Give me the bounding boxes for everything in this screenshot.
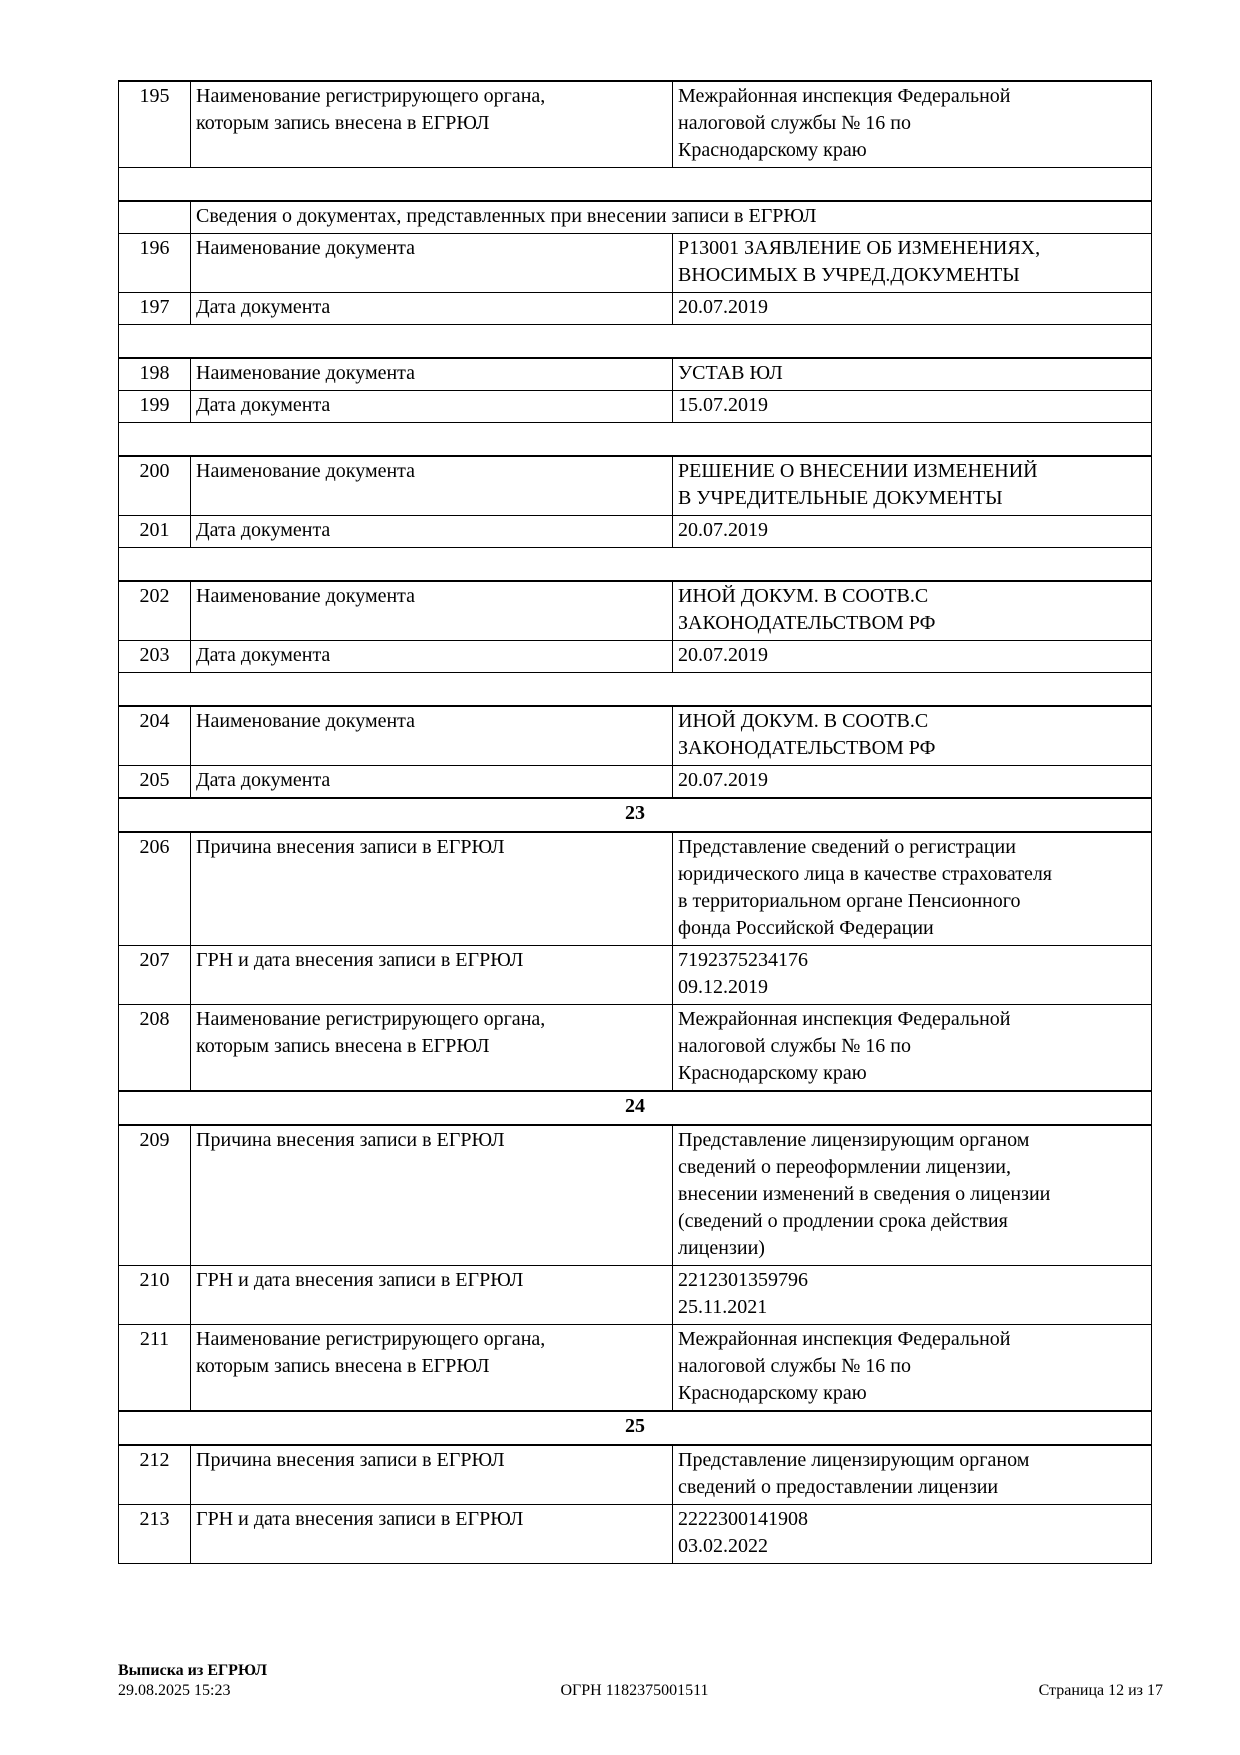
row-label	[191, 358, 673, 391]
value-line: ИНОЙ ДОКУМ. В СООТВ.С	[678, 585, 929, 607]
value-line: 20.07.2019	[678, 769, 768, 791]
row-number: 207	[119, 946, 191, 1005]
row-number: 213	[119, 1505, 191, 1564]
row-value	[673, 358, 1152, 391]
table-row-213	[119, 1505, 1152, 1564]
label-line: Наименование регистрирующего органа,	[196, 1328, 546, 1350]
page-footer	[118, 1661, 1163, 1701]
table-row-209	[119, 1125, 1152, 1266]
row-label	[191, 516, 673, 548]
value-line: сведений о переоформлении лицензии,	[678, 1156, 1011, 1178]
value-line: ЗАКОНОДАТЕЛЬСТВОМ РФ	[678, 737, 936, 759]
value-line: фонда Российской Федерации	[678, 917, 934, 939]
section-number: 25	[119, 1411, 1152, 1445]
section-number: 23	[119, 798, 1152, 832]
value-line: налоговой службы № 16 по	[678, 112, 911, 134]
footer-doc-title: Выписка из ЕГРЮЛ	[118, 1662, 268, 1679]
row-number: 203	[119, 641, 191, 673]
row-number: 206	[119, 832, 191, 946]
row-label	[191, 1505, 673, 1564]
row-number: 202	[119, 581, 191, 641]
label-line: Причина внесения записи в ЕГРЮЛ	[196, 1129, 505, 1151]
row-value	[673, 293, 1152, 325]
table-row-25	[119, 1411, 1152, 1445]
label-line: Дата документа	[196, 644, 331, 666]
row-label	[191, 81, 673, 168]
label-line: Дата документа	[196, 296, 331, 318]
value-line: 25.11.2021	[678, 1296, 768, 1318]
row-value	[673, 456, 1152, 516]
table-row-24	[119, 1091, 1152, 1125]
row-number: 209	[119, 1125, 191, 1266]
spacer-cell	[119, 423, 1152, 457]
row-number: 197	[119, 293, 191, 325]
value-line: 03.02.2022	[678, 1535, 768, 1557]
value-line: 2212301359796	[678, 1269, 808, 1291]
table-row-208	[119, 1005, 1152, 1092]
row-label	[191, 1266, 673, 1325]
row-label	[191, 766, 673, 799]
row-label	[191, 1445, 673, 1505]
table-row-212	[119, 1445, 1152, 1505]
label-line: Наименование документа	[196, 362, 416, 384]
table-row-198	[119, 358, 1152, 391]
value-line: ЗАКОНОДАТЕЛЬСТВОМ РФ	[678, 612, 936, 634]
value-line: лицензии)	[678, 1237, 765, 1259]
subheader-text: Сведения о документах, представленных при внесении записи в ЕГРЮЛ	[191, 201, 1152, 234]
row-number: 205	[119, 766, 191, 799]
value-line: Представление сведений о регистрации	[678, 836, 1016, 858]
row-label	[191, 706, 673, 766]
value-line: 2222300141908	[678, 1508, 808, 1530]
value-line: В УЧРЕДИТЕЛЬНЫЕ ДОКУМЕНТЫ	[678, 487, 1003, 509]
label-line: ГРН и дата внесения записи в ЕГРЮЛ	[196, 1269, 524, 1291]
value-line: Представление лицензирующим органом	[678, 1129, 1030, 1151]
section-number: 24	[119, 1091, 1152, 1125]
value-line: налоговой службы № 16 по	[678, 1035, 911, 1057]
row-label	[191, 391, 673, 423]
row-value	[673, 1005, 1152, 1092]
egrul-records-table	[118, 80, 1152, 1564]
footer-page-number: Страница 12 из 17	[1038, 1682, 1163, 1699]
row-value	[673, 832, 1152, 946]
value-line: юридического лица в качестве страхователя	[678, 863, 1053, 885]
table-row-spacer	[119, 423, 1152, 457]
label-line: Наименование документа	[196, 710, 416, 732]
row-label	[191, 293, 673, 325]
label-line: Наименование регистрирующего органа,	[196, 1008, 546, 1030]
label-line: Дата документа	[196, 769, 331, 791]
row-number: 212	[119, 1445, 191, 1505]
label-line: Дата документа	[196, 394, 331, 416]
table-row-201	[119, 516, 1152, 548]
label-line: которым запись внесена в ЕГРЮЛ	[196, 1355, 490, 1377]
row-label	[191, 1125, 673, 1266]
row-label	[191, 641, 673, 673]
row-number-empty	[119, 201, 191, 234]
value-line: 7192375234176	[678, 949, 808, 971]
row-value	[673, 81, 1152, 168]
value-line: налоговой службы № 16 по	[678, 1355, 911, 1377]
table-row-subheader	[119, 201, 1152, 234]
value-line: 20.07.2019	[678, 519, 768, 541]
label-line: Наименование документа	[196, 585, 416, 607]
row-value	[673, 1445, 1152, 1505]
value-line: Межрайонная инспекция Федеральной	[678, 1328, 1011, 1350]
row-value	[673, 516, 1152, 548]
table-row-spacer	[119, 325, 1152, 359]
value-line: Краснодарскому краю	[678, 1382, 867, 1404]
table-row-210	[119, 1266, 1152, 1325]
label-line: Дата документа	[196, 519, 331, 541]
egrul-table-body	[119, 81, 1152, 1564]
table-row-spacer	[119, 168, 1152, 202]
label-line: Причина внесения записи в ЕГРЮЛ	[196, 1449, 505, 1471]
label-line: которым запись внесена в ЕГРЮЛ	[196, 1035, 490, 1057]
value-line: в территориальном органе Пенсионного	[678, 890, 1021, 912]
table-row-23	[119, 798, 1152, 832]
table-row-204	[119, 706, 1152, 766]
value-line: ИНОЙ ДОКУМ. В СООТВ.С	[678, 710, 929, 732]
label-line: Причина внесения записи в ЕГРЮЛ	[196, 836, 505, 858]
row-value	[673, 1505, 1152, 1564]
label-line: ГРН и дата внесения записи в ЕГРЮЛ	[196, 1508, 524, 1530]
row-number: 210	[119, 1266, 191, 1325]
row-number: 204	[119, 706, 191, 766]
value-line: Межрайонная инспекция Федеральной	[678, 85, 1011, 107]
label-line: которым запись внесена в ЕГРЮЛ	[196, 112, 490, 134]
row-number: 208	[119, 1005, 191, 1092]
table-row-195	[119, 81, 1152, 168]
label-line: Наименование документа	[196, 460, 416, 482]
label-line: ГРН и дата внесения записи в ЕГРЮЛ	[196, 949, 524, 971]
table-row-197	[119, 293, 1152, 325]
value-line: (сведений о продлении срока действия	[678, 1210, 1008, 1232]
value-line: Межрайонная инспекция Федеральной	[678, 1008, 1011, 1030]
table-row-spacer	[119, 673, 1152, 707]
row-label	[191, 1005, 673, 1092]
value-line: Краснодарскому краю	[678, 1062, 867, 1084]
row-value	[673, 581, 1152, 641]
row-value	[673, 766, 1152, 799]
table-row-199	[119, 391, 1152, 423]
value-line: 15.07.2019	[678, 394, 768, 416]
table-row-202	[119, 581, 1152, 641]
table-row-spacer	[119, 548, 1152, 582]
row-number: 198	[119, 358, 191, 391]
table-row-205	[119, 766, 1152, 799]
table-row-200	[119, 456, 1152, 516]
table-row-206	[119, 832, 1152, 946]
footer-datetime: 29.08.2025 15:23	[118, 1682, 231, 1699]
spacer-cell	[119, 673, 1152, 707]
spacer-cell	[119, 168, 1152, 202]
row-number: 201	[119, 516, 191, 548]
value-line: Представление лицензирующим органом	[678, 1449, 1030, 1471]
row-value	[673, 946, 1152, 1005]
row-value	[673, 1125, 1152, 1266]
row-number: 196	[119, 234, 191, 293]
value-line: УСТАВ ЮЛ	[678, 362, 783, 384]
footer-line2	[118, 1681, 1163, 1701]
label-line: Наименование документа	[196, 237, 416, 259]
label-line: Наименование регистрирующего органа,	[196, 85, 546, 107]
value-line: 20.07.2019	[678, 644, 768, 666]
row-label	[191, 234, 673, 293]
table-row-196	[119, 234, 1152, 293]
row-label	[191, 581, 673, 641]
table-row-211	[119, 1325, 1152, 1412]
footer-ogrn: ОГРН 1182375001511	[560, 1682, 709, 1699]
row-value	[673, 234, 1152, 293]
row-number: 195	[119, 81, 191, 168]
value-line: РЕШЕНИЕ О ВНЕСЕНИИ ИЗМЕНЕНИЙ	[678, 460, 1038, 482]
row-label	[191, 832, 673, 946]
value-line: сведений о предоставлении лицензии	[678, 1476, 999, 1498]
value-line: ВНОСИМЫХ В УЧРЕД.ДОКУМЕНТЫ	[678, 264, 1020, 286]
table-row-207	[119, 946, 1152, 1005]
table-row-203	[119, 641, 1152, 673]
row-value	[673, 1266, 1152, 1325]
row-value	[673, 391, 1152, 423]
spacer-cell	[119, 325, 1152, 359]
row-number: 200	[119, 456, 191, 516]
row-value	[673, 706, 1152, 766]
row-label	[191, 946, 673, 1005]
row-label	[191, 1325, 673, 1412]
row-value	[673, 641, 1152, 673]
value-line: 09.12.2019	[678, 976, 768, 998]
row-number: 211	[119, 1325, 191, 1412]
value-line: Краснодарскому краю	[678, 139, 867, 161]
row-value	[673, 1325, 1152, 1412]
row-number: 199	[119, 391, 191, 423]
spacer-cell	[119, 548, 1152, 582]
value-line: Р13001 ЗАЯВЛЕНИЕ ОБ ИЗМЕНЕНИЯХ,	[678, 237, 1041, 259]
row-label	[191, 456, 673, 516]
value-line: внесении изменений в сведения о лицензии	[678, 1183, 1051, 1205]
value-line: 20.07.2019	[678, 296, 768, 318]
